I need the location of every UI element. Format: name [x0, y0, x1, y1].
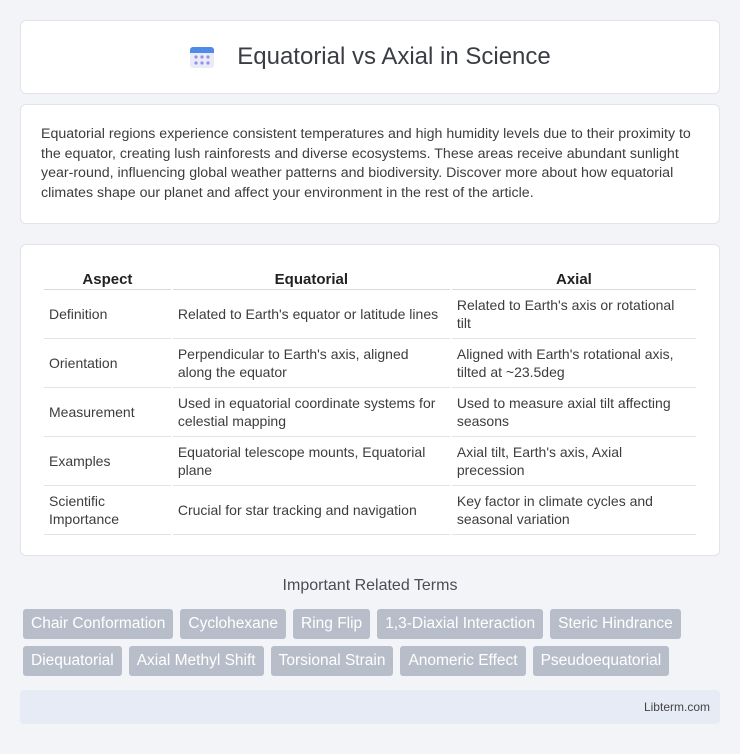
table-row — [44, 486, 696, 535]
title-card — [20, 20, 720, 94]
cell-axial: Aligned with Earth's rotational axis, tilted at ~23.5deg — [452, 339, 696, 388]
term-tag[interactable]: Cyclohexane — [180, 609, 286, 639]
term-tag[interactable]: 1,3-Diaxial Interaction — [377, 609, 543, 639]
header-equatorial: Equatorial — [173, 263, 450, 290]
cell-equatorial: Crucial for star tracking and navigation — [173, 486, 450, 535]
table-row — [44, 437, 696, 486]
comparison-table — [42, 263, 698, 535]
table-row — [44, 388, 696, 437]
term-tag[interactable]: Axial Methyl Shift — [129, 646, 264, 676]
page-title: Equatorial vs Axial in Science — [237, 43, 551, 70]
calendar-icon — [189, 44, 215, 70]
related-terms-heading: Important Related Terms — [282, 577, 458, 594]
cell-equatorial: Related to Earth's equator or latitude lines — [173, 290, 450, 339]
cell-aspect: Definition — [44, 290, 171, 339]
table-row — [44, 290, 696, 339]
comparison-table-card — [20, 244, 720, 556]
term-tag[interactable]: Steric Hindrance — [550, 609, 681, 639]
term-tag[interactable]: Ring Flip — [293, 609, 370, 639]
header-axial: Axial — [452, 263, 696, 290]
term-tag[interactable]: Anomeric Effect — [400, 646, 525, 676]
footer — [20, 690, 720, 724]
footer-site-link[interactable]: Libterm.com — [643, 700, 710, 714]
term-tag[interactable]: Diequatorial — [23, 646, 122, 676]
cell-aspect: Measurement — [44, 388, 171, 437]
cell-equatorial: Used in equatorial coordinate systems for celestial mapping — [173, 388, 450, 437]
term-tag[interactable]: Pseudoequatorial — [533, 646, 670, 676]
cell-aspect: Orientation — [44, 339, 171, 388]
cell-aspect: Scientific Importance — [44, 486, 171, 535]
term-tag[interactable]: Torsional Strain — [271, 646, 394, 676]
cell-equatorial: Equatorial telescope mounts, Equatorial plane — [173, 437, 450, 486]
cell-axial: Axial tilt, Earth's axis, Axial precession — [452, 437, 696, 486]
term-tag[interactable]: Chair Conformation — [23, 609, 173, 639]
intro-card — [20, 104, 720, 224]
table-row — [44, 339, 696, 388]
table-header-row — [44, 263, 696, 290]
related-terms-list — [23, 609, 723, 683]
cell-equatorial: Perpendicular to Earth's axis, aligned along the equator — [173, 339, 450, 388]
cell-aspect: Examples — [44, 437, 171, 486]
header-aspect: Aspect — [44, 263, 171, 290]
cell-axial: Used to measure axial tilt affecting seasons — [452, 388, 696, 437]
intro-text: Equatorial regions experience consistent temperatures and high humidity levels due to their proximity to the equator, creating lush rainforests and diverse ecosystems. These areas receive abundant sunlight year-round, influencing global weather patterns and biodiversity. Discover more about how equatorial climates shape our planet and affect your environment in the rest of the article. — [41, 126, 691, 201]
cell-axial: Related to Earth's axis or rotational tilt — [452, 290, 696, 339]
cell-axial: Key factor in climate cycles and seasonal variation — [452, 486, 696, 535]
